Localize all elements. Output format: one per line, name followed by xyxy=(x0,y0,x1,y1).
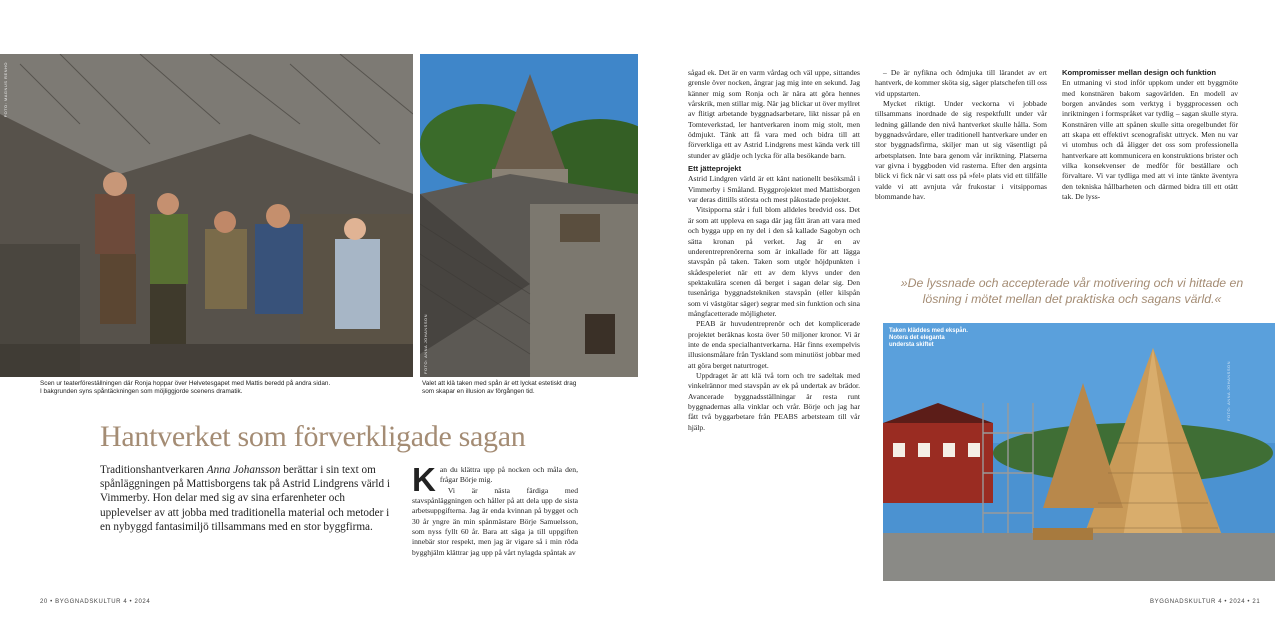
paragraph: Uppdraget är att klä två torn och tre sadeltak med vinkelrännor med stavspån av ek på undertak av brädor. Avancerade byggnadsställningar är resta runt byggnadernas alla vinklar och vrår. Börje och jag har fått två byggarbetare från PEABS arbetsteam till vår hjälp. xyxy=(688,370,860,432)
caption-theatre xyxy=(40,380,420,396)
paragraph: sågad ek. Det är en varm vårdag och väl uppe, sittandes grensle över nocken, ångrar jag mig inte en sekund. Jag känner mig som Ronja och är nära att göra hennes vårskrik, men stillar mig. När jag blickar ut över myllret av flitigt arbetande byggnadsarbetare, likt nissar på en Tomteverkstad, ler hantverkaren inom mig stolt, men ödmjukt. Tänk att få vara med och bidra till att förverkliga ett av Astrid Lindgrens mest kända verk till stunder av glädje och lycka för alla besökande barn. xyxy=(688,68,860,160)
paragraph: an du klättra upp på nocken och måla den, frågar Börje mig. xyxy=(439,465,578,485)
article-title: Hantverket som förverkligade sagan xyxy=(100,420,526,453)
column-4 xyxy=(1062,68,1238,202)
paragraph: Mycket riktigt. Under veckorna vi jobbade tillsammans inordnade de sig respektfullt under vår ledning gällande den nivå hantverket skulle hålla. Som byggnadsvårdare, eller traditionell hantverkare under en stor byggnadsfirma, skiljer man ut sig väsentligt på arbetsplatsen. Inte bara genom vår inriktning. Platserna var givna i byggboden vid rasterna. Efter den argsinta blick vi fick när vi satt oss på »fel« plats vid ett tillfälle valde vi att avnjuta vår frukostar i vitsippornas blommande hav. xyxy=(875,99,1047,202)
page-folio-right: BYGGNADSKULTUR 4 • 2024 • 21 xyxy=(1150,599,1261,605)
author-name: Anna Johansson xyxy=(206,464,281,476)
dropcap: K xyxy=(412,461,436,498)
subheading: Kompromisser mellan design och funktion xyxy=(1062,68,1217,77)
paragraph: Astrid Lindgren värld är ett känt nationellt besöksmål i Vimmerby i Småland. Byggprojektet med Mattisborgen var deras dittills största och mest påkostade projektet. xyxy=(688,174,860,205)
article-intro xyxy=(100,463,390,534)
caption-line: Scen ur teaterföreställningen där Ronja hoppar över Helvetesgapet med Mattis beredd på andra sidan. xyxy=(40,380,331,387)
paragraph: Vi är nästa färdiga med stavspånläggningen och håller på att dela upp de sista arbetsuppgifterna. Jag är enda kvinnan på bygget och 30 år yngre än min spånmästare Börje Samuelsson, som nyss fyllt 60 år. Bara att säga ja till uppgiften innebär stor respekt, men jag är vigare så i min röda bygghjälm klättrar jag upp på vårt nylagda spåntak av xyxy=(412,485,578,557)
column-1 xyxy=(412,461,578,558)
photo-theatre-scene xyxy=(0,54,413,377)
paragraph: PEAB är huvudentreprenör och det komplicerade projektet beräknas kosta över 50 miljoner kronor. Vi är inte de enda specialhantverkarna. Här finns exempelvis illusionsmålare från Tyskland som minutiöst jobbar med att göra berget naturtroget. xyxy=(688,319,860,370)
caption-tower xyxy=(422,380,642,396)
subheading: Ett jätteprojekt xyxy=(688,164,742,174)
intro-text: berättar i sin text om spånläggningen på Mattisborgens tak på Astrid Lindgrens värld i Vimmerby. Hon delar med sig av sina erfarenheter och upplevelser av att jobba med traditionella material och metoder i en nybyggd fantasimiljö tillsammans med en stor byggfirma. xyxy=(100,464,390,533)
intro-text: Traditionshantverkaren xyxy=(100,464,207,476)
photo-construction xyxy=(883,323,1275,581)
paragraph: En utmaning vi stod inför uppkom under ett byggmöte med konstnären bakom sagovärlden. En modell av borgen användes som verktyg i byggprocessen och inriktningen i formspråket var tydlig – sagan skulle styra. Konstnären ville att spånen skulle sitta oregelbundet för att skapa ett effektivt scenografiskt uttryck. Men nu var vi utomhus och då åligger det oss som professionella hantverkare att kommunicera en konstruktions brister och vilka konsekvenser de medför för beställare och förvaltare. Vi var tydliga med att vi inte tänkte äventyra den tekniska hållbarheten och därmed bidra till ett otätt tak. De lyss- xyxy=(1062,78,1238,202)
page-folio-left: 20 • BYGGNADSKULTUR 4 • 2024 xyxy=(40,599,151,605)
paragraph: – De är nyfikna och ödmjuka till lärandet av ert hantverk, de kommer sköta sig, säger platschefen till oss vid uppstarten. xyxy=(875,68,1047,98)
pull-quote: »De lyssnade och accepterade vår motivering och vi hittade en lösning i mötet mellan det praktiska och sagans värld.« xyxy=(900,276,1244,306)
photo-credit: FOTO: ANNA JOHANSSON xyxy=(423,314,428,374)
photo-credit: FOTO: ANNA JOHANSSON xyxy=(1226,361,1231,421)
paragraph: Vitsipporna står i full blom alldeles bredvid oss. Det är som att uppleva en saga där jag fått äran att vara med och bygga upp en ny del i den så kallade Sagobyn och sätta kronan på verket. Jag är en av underentreprenörerna som är inkallade för att lägga stavspån på taken. Taken som utgör höjdpunkten i skådespeleriet när ett av dem klyvs under den spektakulära scenen då berget i sagan delar sig. Den tusenåriga byggnadstekniken stavspån (eller kilspån som vi västgötar säger) segrar med sin funktion och sina mångfacetterade möjligheter. xyxy=(688,205,860,318)
column-3 xyxy=(875,68,1047,202)
caption-line: I bakgrunden syns spåntäckningen som möjliggjorde scenens dramatik. xyxy=(40,388,243,395)
column-2 xyxy=(688,68,860,433)
caption-line: Valet att klä taken med spån är ett lyckat estetiskt drag xyxy=(422,380,577,387)
photo-credit: FOTO: MAGNUS RENHO xyxy=(3,62,8,118)
caption-line: som skapar en illusion av förgången tid. xyxy=(422,388,535,395)
photo-label: Taken kläddes med ekspån. Notera det eleganta understa skiftet xyxy=(889,328,968,348)
photo-shingle-tower xyxy=(420,54,638,377)
